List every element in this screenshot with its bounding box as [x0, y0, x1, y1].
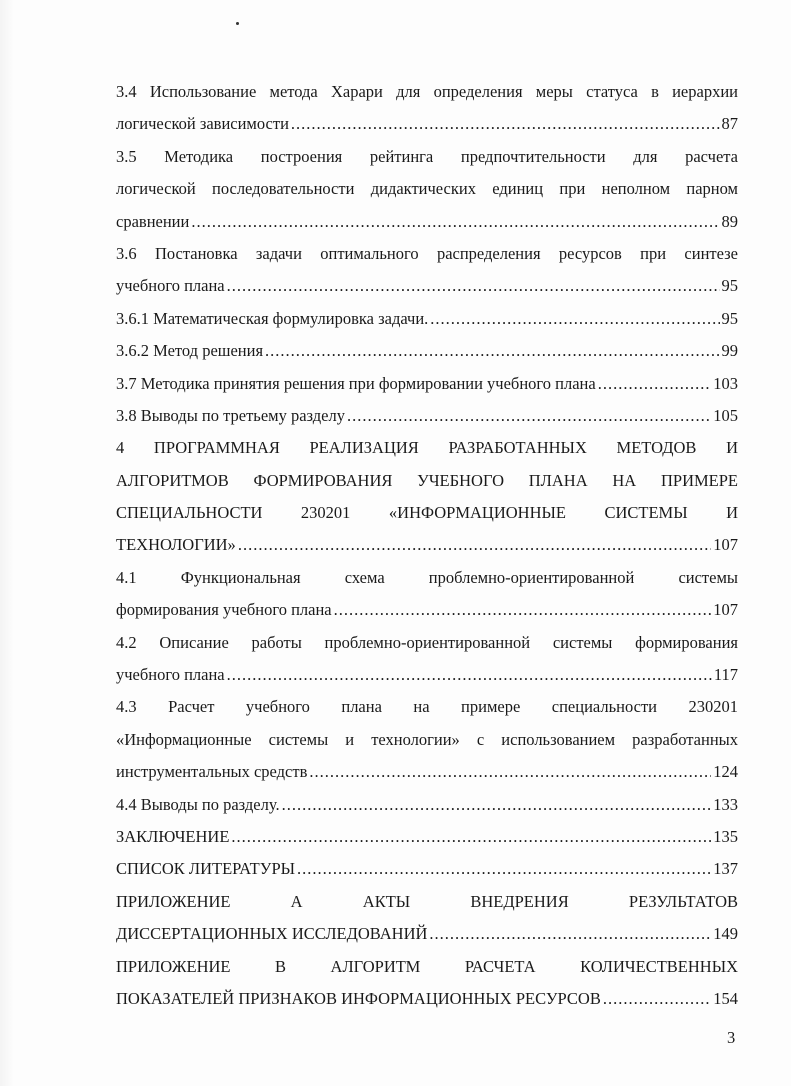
- toc-entry-4-line-2: АЛГОРИТМОВ ФОРМИРОВАНИЯ УЧЕБНОГО ПЛАНА НА ПРИМЕРЕ: [116, 470, 738, 490]
- toc-entry-4-line-1: 4 ПРОГРАММНАЯ РЕАЛИЗАЦИЯ РАЗРАБОТАННЫХ МЕТОДОВ И: [116, 438, 738, 458]
- toc-entry-appendix-a-line-2: [116, 918, 738, 950]
- dot-leader: [598, 368, 712, 400]
- toc-entry-text: инструментальных средств: [116, 762, 308, 782]
- toc-page-number: 105: [713, 405, 738, 425]
- dot-leader: [238, 529, 711, 561]
- toc-page-number: 124: [713, 762, 738, 782]
- toc-entry-3-5-line-2: логической последовательности дидактических единиц при неполном парном: [116, 179, 738, 199]
- dot-leader: [227, 270, 720, 302]
- toc-entry-3-5-line-1: 3.5 Методика построения рейтинга предпочтительности для расчета: [116, 146, 738, 166]
- dot-leader: [309, 756, 711, 788]
- toc-entry-4-3-line-2: «Информационные системы и технологии» с использованием разработанных: [116, 729, 738, 749]
- toc-entry-3-4-line-1: 3.4 Использование метода Харари для определения меры статуса в иерархии: [116, 82, 738, 101]
- toc-page-number: 95: [721, 308, 738, 328]
- toc-entry-4-2-line-1: 4.2 Описание работы проблемно-ориентированной системы формирования: [116, 632, 738, 652]
- toc-page-number: 117: [713, 665, 738, 685]
- toc-entry-text: учебного плана: [116, 665, 225, 685]
- toc-entry-text: 4.4 Выводы по разделу.: [116, 794, 280, 814]
- toc-entry-4-1-line-1: 4.1 Функциональная схема проблемно-ориентированной системы: [116, 567, 738, 587]
- table-of-contents: [116, 76, 738, 1015]
- toc-page-number: 154: [713, 988, 738, 1008]
- toc-entry-4-line-3: СПЕЦИАЛЬНОСТИ 230201 «ИНФОРМАЦИОННЫЕ СИСТЕМЫ И: [116, 503, 738, 523]
- toc-page-number: 107: [713, 535, 738, 555]
- toc-entry-text: 3.6.1 Математическая формулировка задачи.: [116, 308, 429, 328]
- toc-entry-3-8: [116, 400, 738, 432]
- toc-entry-text: логической зависимости: [116, 114, 289, 134]
- dot-leader: [265, 335, 719, 367]
- toc-entry-3-5-line-3: [116, 206, 738, 238]
- toc-entry-text: формирования учебного плана: [116, 600, 332, 620]
- dot-leader: [231, 821, 711, 853]
- dot-leader: [429, 918, 711, 950]
- toc-entry-appendix-b-line-2: [116, 983, 738, 1015]
- toc-entry-text: учебного плана: [116, 276, 225, 296]
- toc-page-number: 107: [713, 600, 738, 620]
- dot-leader: [291, 108, 720, 140]
- toc-page-number: 135: [713, 826, 738, 846]
- toc-entry-text: ДИССЕРТАЦИОННЫХ ИССЛЕДОВАНИЙ: [116, 924, 428, 944]
- toc-page-number: 89: [721, 211, 738, 231]
- toc-entry-appendix-a-line-1: ПРИЛОЖЕНИЕ А АКТЫ ВНЕДРЕНИЯ РЕЗУЛЬТАТОВ: [116, 891, 738, 911]
- toc-entry-text: ЗАКЛЮЧЕНИЕ: [116, 826, 230, 846]
- toc-page-number: 133: [713, 794, 738, 814]
- toc-entry-text: ПОКАЗАТЕЛЕЙ ПРИЗНАКОВ ИНФОРМАЦИОННЫХ РЕСУРСОВ: [116, 988, 601, 1008]
- toc-entry-4-3-line-3: [116, 756, 738, 788]
- dot-leader: [191, 206, 719, 238]
- toc-page-number: 149: [713, 924, 738, 944]
- toc-page-number: 95: [721, 276, 738, 296]
- toc-entry-text: СПИСОК ЛИТЕРАТУРЫ: [116, 859, 296, 879]
- dot-leader: [334, 594, 712, 626]
- toc-entry-3-6-line-2: [116, 270, 738, 302]
- scan-dot-mark: [236, 22, 239, 25]
- toc-entry-text: сравнении: [116, 211, 190, 231]
- dot-leader: [297, 853, 711, 885]
- toc-entry-3-6-2: [116, 335, 738, 367]
- toc-page-number: 87: [721, 114, 738, 134]
- toc-entry-4-1-line-2: [116, 594, 738, 626]
- page-number: 3: [727, 1028, 736, 1047]
- toc-entry-4-4: [116, 789, 738, 821]
- toc-entry-text: 3.7 Методика принятия решения при формировании учебного плана: [116, 373, 596, 393]
- dot-leader: [227, 659, 712, 691]
- scan-edge-shadow: [0, 0, 14, 1086]
- toc-page-number: 103: [713, 373, 738, 393]
- toc-entry-4-line-4: [116, 529, 738, 561]
- toc-entry-conclusion: [116, 821, 738, 853]
- toc-entry-text: ТЕХНОЛОГИИ»: [116, 535, 236, 555]
- toc-entry-3-6-1: [116, 303, 738, 335]
- toc-page-number: 137: [713, 859, 738, 879]
- toc-entry-4-2-line-2: [116, 659, 738, 691]
- dot-leader: [603, 983, 711, 1015]
- toc-page-number: 99: [721, 341, 738, 361]
- toc-entry-appendix-b-line-1: ПРИЛОЖЕНИЕ В АЛГОРИТМ РАСЧЕТА КОЛИЧЕСТВЕННЫХ: [116, 956, 738, 976]
- toc-entry-4-3-line-1: 4.3 Расчет учебного плана на примере специальности 230201: [116, 697, 738, 717]
- toc-entry-text: 3.8 Выводы по третьему разделу: [116, 405, 345, 425]
- toc-entry-references: [116, 853, 738, 885]
- toc-entry-3-6-line-1: 3.6 Постановка задачи оптимального распределения ресурсов при синтезе: [116, 243, 738, 263]
- toc-entry-text: 3.6.2 Метод решения: [116, 341, 264, 361]
- toc-entry-3-7: [116, 368, 738, 400]
- dot-leader: [282, 789, 712, 821]
- toc-entry-3-4-line-2: [116, 108, 738, 140]
- dot-leader: [347, 400, 711, 432]
- dot-leader: [430, 303, 719, 335]
